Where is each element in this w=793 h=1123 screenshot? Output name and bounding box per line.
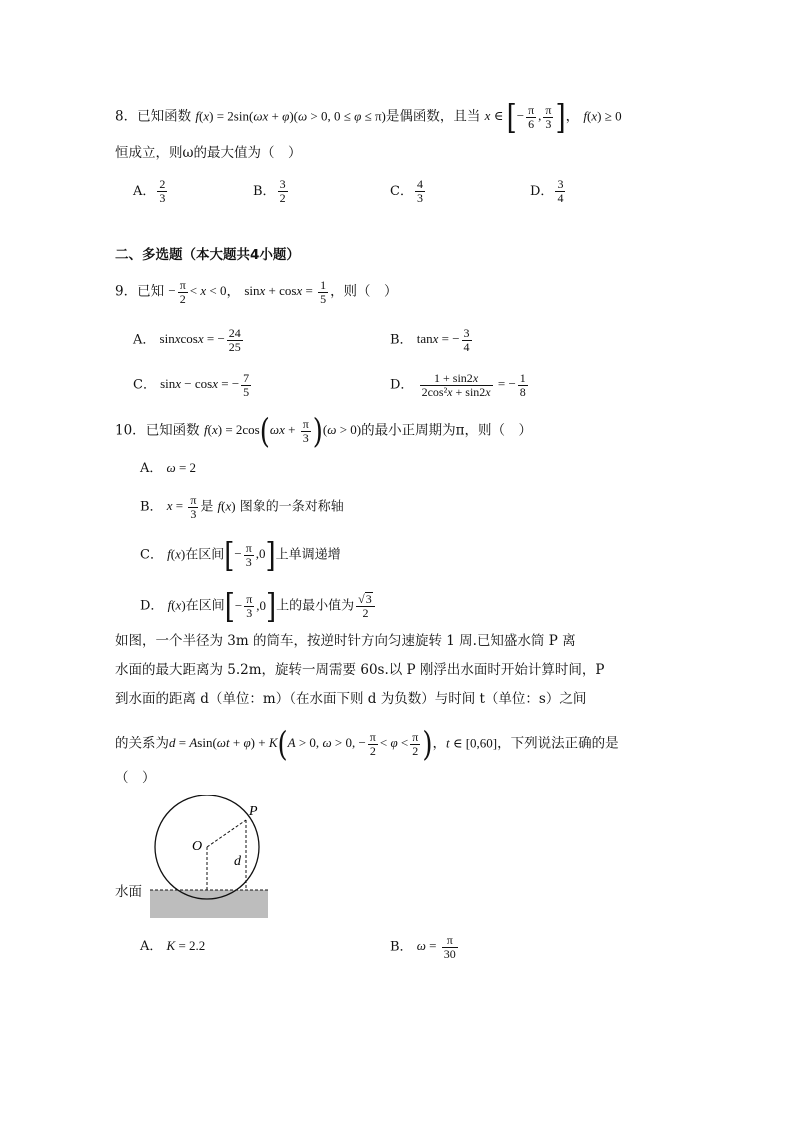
q8-option-a: A． $\frac{2}{3}$	[133, 177, 166, 205]
q10-option-a: A． ω = 2	[140, 460, 197, 476]
q9-condition-1: − $\frac{\pi}{2}$ < x < 0	[168, 278, 227, 306]
ground-block	[150, 890, 268, 918]
q11-line3: 到水面的距离 d（单位：m）（在水面下则 d 为负数）与时间 t（单位：s）之间	[115, 691, 587, 707]
q8-option-d: D． $\frac{3}{4}$	[530, 177, 564, 205]
q11-option-a: A． K = 2.2	[140, 938, 206, 954]
label-p: P	[249, 804, 258, 819]
q11-line2: 水面的最大距离为 5.2m，旋转一周需要 60s.以 P 刚浮出水面时开始计算时间，P	[115, 662, 605, 678]
q11-line5: （ ）	[115, 770, 156, 786]
q8-interval: x ∈ [− $\frac{\pi}{6}$ , $\frac{\pi}{3}$ ]	[484, 98, 566, 137]
q10-line1: 10．已知函数 f(x) = 2cos(ωx + $\frac{\pi}{3}$ )(ω > 0)的最小正周期为π，则（ ）	[115, 412, 532, 451]
q8-function: f(x) = 2sin(ωx + φ)(ω > 0, 0 ≤ φ ≤ π)	[195, 108, 386, 124]
q8-option-c: C． $\frac{4}{3}$	[390, 177, 423, 205]
q8-line1: 8．已知函数 f(x) = 2sin(ωx + φ)(ω > 0, 0 ≤ φ ≤ π)是偶函数，且当 x ∈ [− $\frac{\pi}{6}$ , $\frac{\pi}{3}$ ]， f(x) ≥ 0	[115, 98, 622, 137]
label-water-surface: 水面	[115, 884, 142, 900]
q10-option-b: B． x = $\frac{\pi}{3}$ 是 f(x) 图象的一条对称轴	[140, 493, 344, 521]
q11-line4: 的关系为d = Asin(ωt + φ) + K(A > 0, ω > 0, − $\frac{\pi}{2}$ < φ < $\frac{\pi}{2}$ )，t ∈ [0,60]，下列说法正确的是	[115, 725, 619, 764]
section-heading-multiple-choice: 二、多选题（本大题共4小题）	[115, 247, 300, 263]
radius-line	[207, 820, 246, 847]
q8-condition: f(x) ≥ 0	[583, 108, 622, 124]
water-wheel-figure	[110, 795, 280, 925]
q8-option-b: B． $\frac{3}{2}$	[253, 177, 286, 205]
q8-pre: 已知函数	[137, 108, 192, 125]
q9-option-a: A． sinxcosx = − $\frac{24}{25}$	[133, 326, 241, 354]
q10-option-c: C． f(x)在区间[− $\frac{\pi}{3}$ ,0]上单调递增	[140, 536, 341, 575]
label-d: d	[234, 854, 241, 869]
label-o: O	[192, 839, 203, 854]
q11-line1: 如图，一个半径为 3m 的筒车，按逆时针方向匀速旋转 1 周.已知盛水筒 P 离	[115, 633, 576, 649]
q9-option-b: B． tanx = − $\frac{3}{4}$	[390, 326, 470, 354]
q10-option-d: D． f(x)在区间[− $\frac{\pi}{3}$ ,0]上的最小值为 $\frac{√3}{2}$	[140, 592, 377, 620]
q8-line2: 恒成立，则ω的最大值为（ ）	[115, 145, 302, 161]
q9-condition-2: sinx + cosx = $\frac{1}{5}$	[244, 278, 327, 306]
q8-number: 8．	[115, 108, 138, 125]
q9-option-d: D． $\frac{1 + \sin 2x}{\text{2cos²x + sin2x}}$ = − $\frac{1}{8}$	[390, 371, 526, 399]
q8-mid: 是偶函数，且当	[385, 108, 481, 125]
q9-option-c: C． sinx − cosx = − $\frac{7}{5}$	[133, 371, 250, 399]
q11-option-b: B． ω = $\frac{\pi}{30}$	[390, 933, 456, 961]
q9-line1: 9．已知 − $\frac{\pi}{2}$ < x < 0， sinx + cosx = $\frac{1}{5}$ ，则（ ）	[115, 278, 398, 306]
q10-function: f(x) = 2cos(ωx + $\frac{\pi}{3}$ )(ω > 0)	[203, 412, 362, 451]
